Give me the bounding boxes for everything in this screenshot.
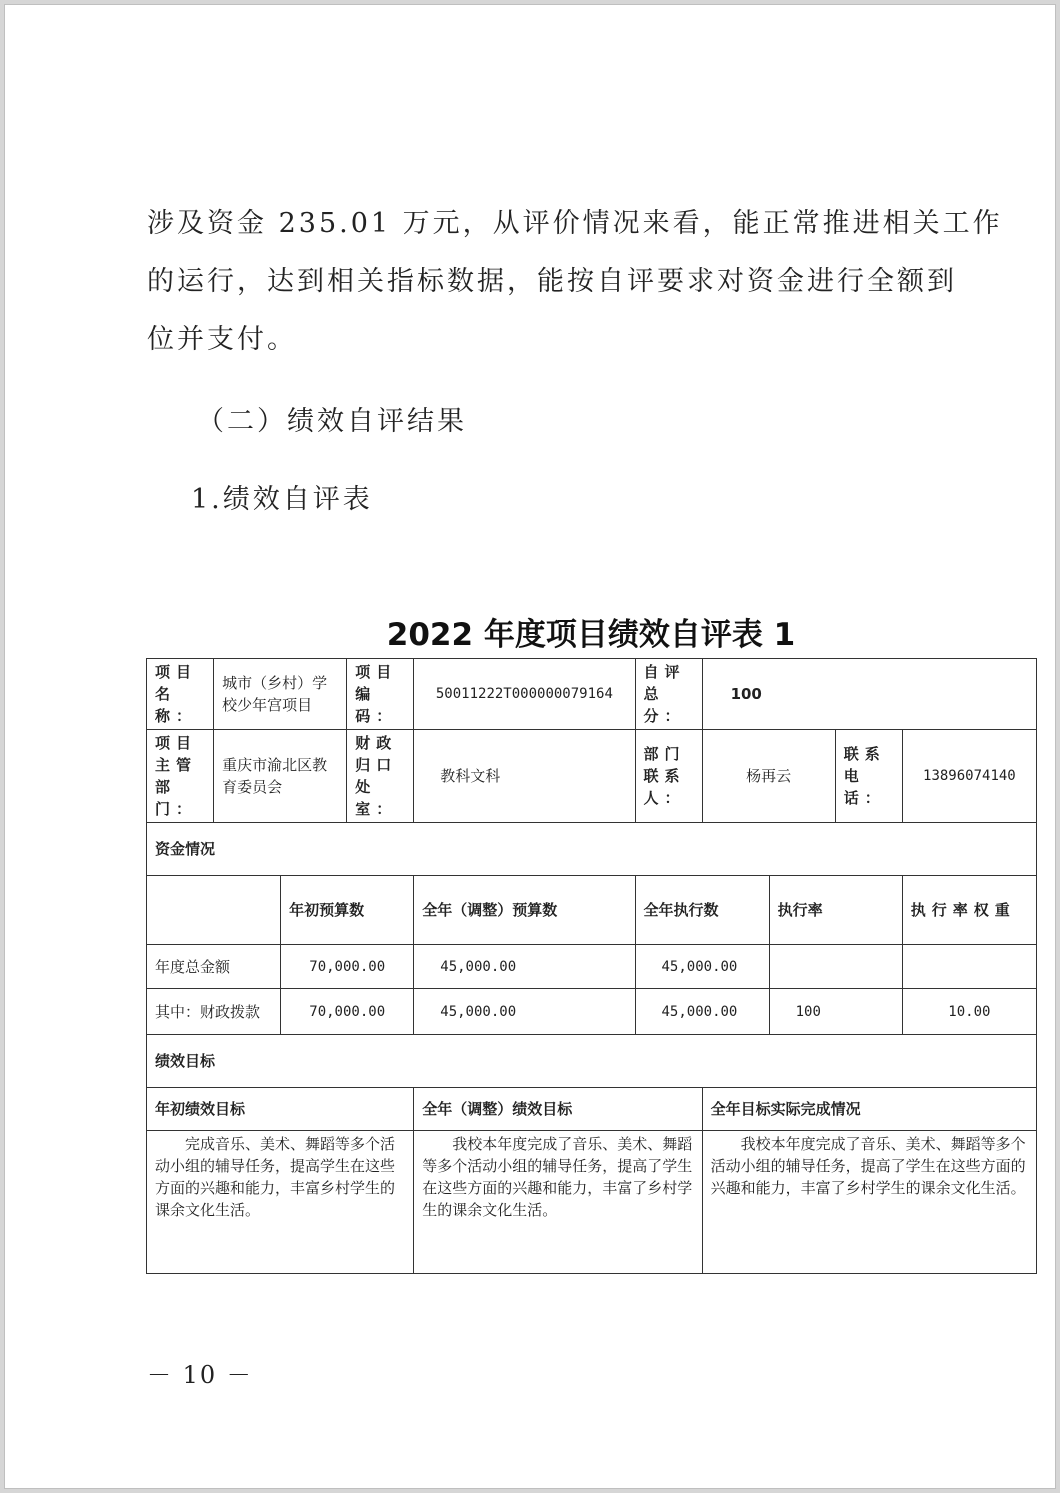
table-row xyxy=(147,989,1037,1035)
goals-section-title: 绩效目标 xyxy=(147,1035,1037,1088)
funds-section-title: 资金情况 xyxy=(147,823,1037,876)
performance-evaluation-table xyxy=(146,658,1037,1274)
funds-cell xyxy=(769,945,902,989)
score-value: 100 xyxy=(702,659,1036,730)
funds-cell: 45,000.00 xyxy=(414,989,635,1035)
phone-label: 联系电话： xyxy=(835,730,902,823)
funds-header-cell xyxy=(147,876,281,945)
table-row xyxy=(147,876,1037,945)
table-row xyxy=(147,945,1037,989)
goals-header-cell: 年初绩效目标 xyxy=(147,1088,414,1131)
project-name-label: 项目名称： xyxy=(147,659,214,730)
table-row xyxy=(147,730,1037,823)
table-row xyxy=(147,659,1037,730)
funds-header-cell: 执行率 xyxy=(769,876,902,945)
contact-value: 杨再云 xyxy=(702,730,835,823)
page-number: － 10 － xyxy=(147,1361,253,1389)
goals-header-cell: 全年（调整）绩效目标 xyxy=(414,1088,702,1131)
document-page xyxy=(4,4,1056,1489)
body-line: 的运行，达到相关指标数据，能按自评要求对资金进行全额到 xyxy=(147,266,957,297)
funds-header-cell: 全年执行数 xyxy=(635,876,769,945)
funds-cell: 10.00 xyxy=(902,989,1036,1035)
section-heading: （二）绩效自评结果 xyxy=(197,406,467,437)
funds-cell: 70,000.00 xyxy=(281,945,414,989)
score-label: 自评总分： xyxy=(635,659,702,730)
funds-header-cell: 年初预算数 xyxy=(281,876,414,945)
funds-cell: 45,000.00 xyxy=(635,989,769,1035)
funds-cell xyxy=(902,945,1036,989)
table-title: 2022 年度项目绩效自评表 1 xyxy=(386,617,796,653)
goals-header-cell: 全年目标实际完成情况 xyxy=(702,1088,1036,1131)
dept-value: 重庆市渝北区教育委员会 xyxy=(214,730,347,823)
funds-cell: 100 xyxy=(769,989,902,1035)
project-code-label: 项目编码： xyxy=(347,659,414,730)
funds-cell: 年度总金额 xyxy=(147,945,281,989)
finance-office-value: 教科文科 xyxy=(414,730,635,823)
table-row xyxy=(147,1131,1037,1274)
sub-heading: 1.绩效自评表 xyxy=(191,484,373,515)
table-row xyxy=(147,1035,1037,1088)
body-line: 涉及资金 235.01 万元，从评价情况来看，能正常推进相关工作 xyxy=(147,208,1003,239)
project-code-value: 50011222T000000079164 xyxy=(414,659,635,730)
funds-cell: 70,000.00 xyxy=(281,989,414,1035)
table-row xyxy=(147,1088,1037,1131)
phone-value: 13896074140 xyxy=(902,730,1036,823)
project-name-value: 城市（乡村）学校少年宫项目 xyxy=(214,659,347,730)
dept-label: 项目主管部门： xyxy=(147,730,214,823)
finance-office-label: 财政归口处室： xyxy=(347,730,414,823)
funds-cell: 45,000.00 xyxy=(635,945,769,989)
table-row xyxy=(147,823,1037,876)
funds-header-cell: 执行率权重 xyxy=(902,876,1036,945)
goal-actual-text: 我校本年度完成了音乐、美术、舞蹈等多个活动小组的辅导任务，提高了学生在这些方面的兴趣和能力，丰富了乡村学生的课余文化生活。 xyxy=(702,1131,1036,1274)
funds-header-cell: 全年（调整）预算数 xyxy=(414,876,635,945)
contact-label: 部门联系人： xyxy=(635,730,702,823)
funds-cell: 45,000.00 xyxy=(414,945,635,989)
funds-cell: 其中：财政拨款 xyxy=(147,989,281,1035)
goal-initial-text: 完成音乐、美术、舞蹈等多个活动小组的辅导任务，提高学生在这些方面的兴趣和能力，丰富乡村学生的课余文化生活。 xyxy=(147,1131,414,1274)
body-line: 位并支付。 xyxy=(147,324,297,355)
goal-adjusted-text: 我校本年度完成了音乐、美术、舞蹈等多个活动小组的辅导任务，提高了学生在这些方面的兴趣和能力，丰富了乡村学生的课余文化生活。 xyxy=(414,1131,702,1274)
body-paragraph xyxy=(147,195,1003,369)
